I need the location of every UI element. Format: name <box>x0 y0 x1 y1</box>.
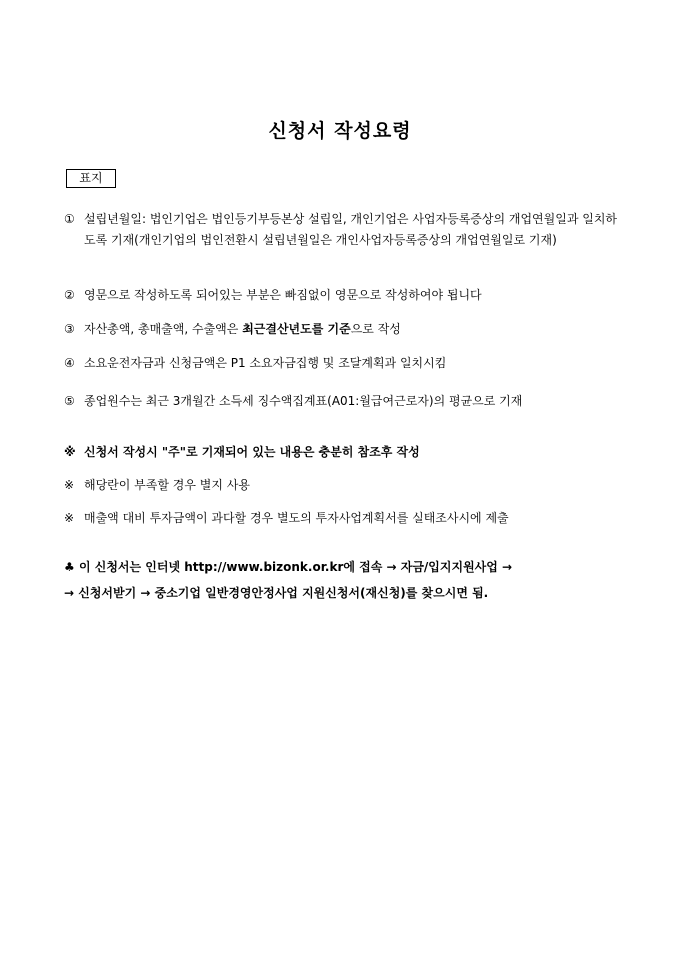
item-text-after: 으로 작성 <box>350 322 401 336</box>
item-text: 종업원수는 최근 3개월간 소득세 징수액집계표(A01:월급여근로자)의 평균으로 기재 <box>84 394 523 408</box>
note-3 <box>64 508 634 529</box>
note-text: 해당란이 부족할 경우 별지 사용 <box>84 478 250 492</box>
section-tag: 표지 <box>66 169 116 188</box>
footer-line-2: → 신청서받기 → 중소기업 일반경영안정사업 지원신청서(재신청)를 찾으시면 됨. <box>64 586 489 600</box>
note-1 <box>64 442 634 463</box>
note-mark: ※ <box>64 445 76 459</box>
list-item-4 <box>64 353 624 374</box>
note-text: 매출액 대비 투자금액이 과다할 경우 별도의 투자사업계획서를 실태조사시에 제출 <box>84 511 509 525</box>
item-text-before: 자산총액, 총매출액, 수출액은 <box>84 322 243 336</box>
footer-instructions <box>64 557 639 604</box>
list-item-3 <box>64 319 624 340</box>
item-text: 설립년월일: 법인기업은 법인등기부등본상 설립일, 개인기업은 사업자등록증상의 개업연월일과 일치하도록 기재(개인기업의 법인전환시 설립년월일은 개인사업자등록증상의 개업연월일로 기재) <box>84 212 618 247</box>
list-item-1 <box>64 209 624 251</box>
item-text <box>84 319 624 340</box>
page-title: 신청서 작성요령 <box>268 120 412 142</box>
footer-line-1-text: 이 신청서는 인터넷 http://www.bizonk.or.kr에 접속 → 자금/입지지원사업 → <box>78 560 513 574</box>
item-text: 소요운전자금과 신청금액은 P1 소요자금집행 및 조달계획과 일치시킴 <box>84 356 447 370</box>
footer-line-1 <box>64 557 639 578</box>
item-number: ② <box>64 288 75 302</box>
item-text: 영문으로 작성하도록 되어있는 부분은 빠짐없이 영문으로 작성하여야 됩니다 <box>84 288 482 302</box>
item-number: ③ <box>64 322 75 336</box>
item-number: ⑤ <box>64 394 75 408</box>
note-mark: ※ <box>64 511 75 525</box>
item-number: ④ <box>64 356 75 370</box>
club-icon: ♣ <box>64 560 75 574</box>
item-number: ① <box>64 212 75 226</box>
list-item-2 <box>64 285 624 306</box>
list-item-5 <box>64 391 624 412</box>
note-text: 신청서 작성시 "주"로 기재되어 있는 내용은 충분히 참조후 작성 <box>84 445 420 459</box>
note-mark: ※ <box>64 478 75 492</box>
note-2 <box>64 475 634 496</box>
item-text-emphasis: 최근결산년도를 기준 <box>242 322 351 336</box>
